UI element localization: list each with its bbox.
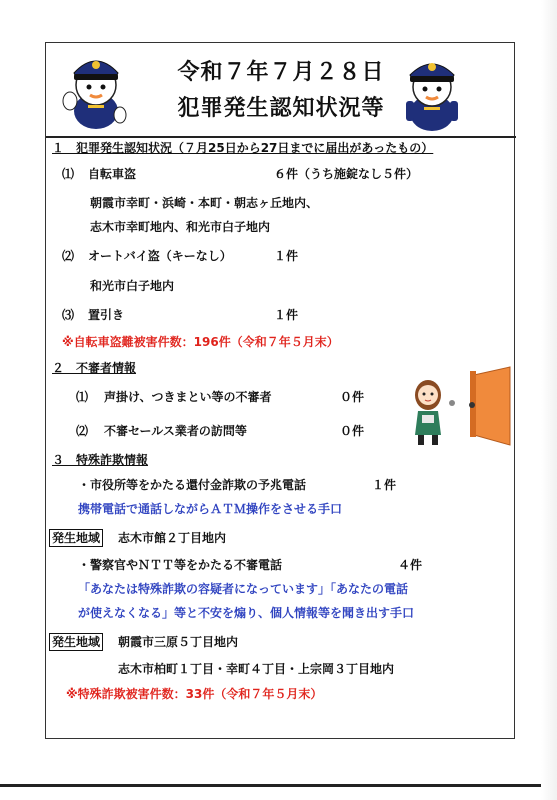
item-area: 志木市幸町地内、和光市白子地内: [90, 220, 271, 234]
title-date: 令和７年７月２８日: [177, 60, 385, 85]
fraud-case-count: ４件: [398, 558, 423, 572]
title-subject: 犯罪発生認知状況等: [177, 96, 385, 121]
fraud-case-title: ・警察官やＮＴＴ等をかたる不審電話: [78, 558, 283, 572]
fraud-damage-note: ※特殊詐欺被害件数：33件（令和７年５月末）: [66, 687, 323, 701]
item-area: 和光市白子地内: [90, 279, 175, 293]
occurrence-area: 朝霞市三原５丁目地内: [118, 635, 239, 649]
item-num: ⑴: [76, 390, 89, 404]
item-num: ⑶: [62, 308, 75, 322]
item-count: １件: [274, 249, 299, 263]
fraud-case-description: 「あなたは特殊詐欺の容疑者になっています」「あなたの電話: [78, 582, 409, 596]
item-count: ０件: [340, 424, 365, 438]
item-num: ⑴: [62, 167, 75, 181]
item-count: ０件: [340, 390, 365, 404]
bicycle-theft-note: ※自転車盗難被害件数：196件（令和７年５月末）: [62, 335, 339, 349]
item-count: ６件（うち施錠なし５件）: [274, 167, 419, 181]
item-num: ⑵: [76, 424, 89, 438]
fraud-case-description: 携帯電話で通話しながらＡＴＭ操作をさせる手口: [78, 502, 343, 516]
item-name: 自転車盗: [88, 167, 137, 181]
section3-heading: ３ 特殊詐欺情報: [52, 453, 149, 467]
fraud-case-count: １件: [372, 478, 397, 492]
item-count: １件: [274, 308, 299, 322]
item-num: ⑵: [62, 249, 75, 263]
occurrence-area: 志木市柏町１丁目・幸町４丁目・上宗岡３丁目地内: [118, 662, 395, 676]
occurrence-area: 志木市館２丁目地内: [118, 531, 227, 545]
section2-heading: ２ 不審者情報: [52, 361, 137, 375]
bottom-divider: [0, 784, 557, 787]
item-name: 置引き: [88, 308, 125, 322]
occurrence-area-label: 発生地域: [49, 633, 103, 651]
occurrence-area-label: 発生地域: [49, 529, 103, 547]
section1-heading: １ 犯罪発生認知状況（７月25日から27日までに届出があったもの）: [52, 141, 434, 155]
page-edge: [541, 0, 557, 800]
police-mascot-right-icon: [398, 51, 466, 133]
header-divider: [46, 136, 516, 138]
item-area: 朝霞市幸町・浜崎・本町・朝志ヶ丘地内、: [90, 196, 319, 210]
header: [46, 43, 516, 136]
item-name: 声掛け、つきまとい等の不審者: [104, 390, 272, 404]
item-name: オートバイ盗（キーなし）: [88, 249, 232, 263]
fraud-case-title: ・市役所等をかたる還付金詐欺の予兆電話: [78, 478, 307, 492]
notice-frame: [45, 42, 515, 739]
visitor-illustration-icon: [406, 365, 516, 447]
fraud-case-description: が使えなくなる」等と不安を煽り、個人情報等を聞き出す手口: [78, 606, 415, 620]
item-name: 不審セールス業者の訪問等: [104, 424, 247, 438]
